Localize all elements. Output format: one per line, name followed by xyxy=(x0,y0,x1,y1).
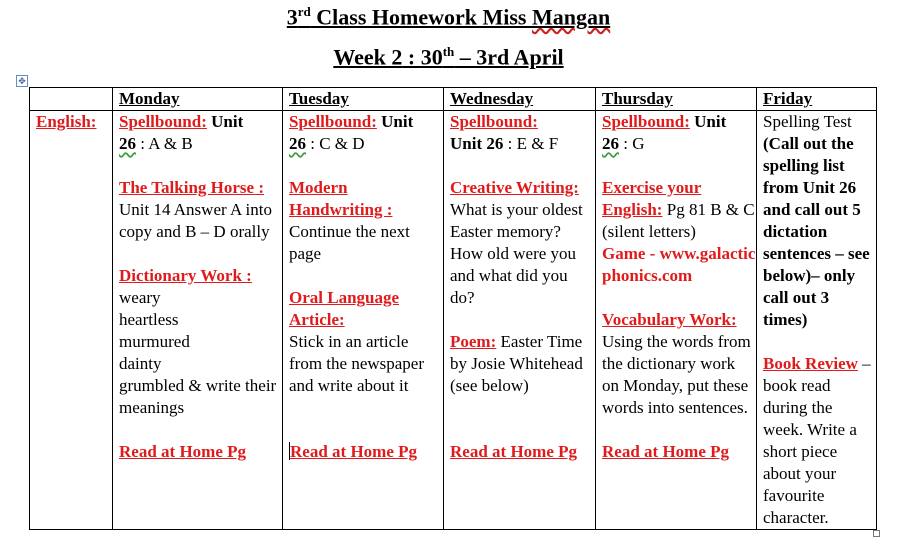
tuesday-spell-unit: Unit xyxy=(376,112,414,131)
wednesday-creative-text: What is your oldest Easter memory? How old were you and what did you do? xyxy=(450,200,583,307)
friday-review-label: Book Review xyxy=(763,354,858,373)
monday-read-label: Read at Home Pg xyxy=(119,442,247,461)
title-teacher-name: Mangan xyxy=(531,4,611,30)
tuesday-read-label: Read at Home Pg xyxy=(290,442,418,461)
wednesday-creative-label: Creative Writing: xyxy=(450,178,579,197)
wednesday-spell-unit: Unit 26 xyxy=(450,134,504,153)
friday-test-text: Spelling Test xyxy=(763,112,852,131)
tuesday-oral-label: Oral Language Article: xyxy=(289,288,400,329)
monday-story-label: The Talking Horse xyxy=(119,178,255,197)
monday-spell-rest: : A & B xyxy=(136,134,193,153)
thursday-spell-rest: : G xyxy=(619,134,645,153)
header-wednesday: Wednesday xyxy=(444,88,596,111)
english-row xyxy=(30,111,877,530)
thursday-exercise-label: Exercise your English: xyxy=(602,178,702,219)
wednesday-poem-text: Easter Time by Josie Whitehead (see below) xyxy=(450,332,583,395)
wednesday-read-label: Read at Home Pg xyxy=(450,442,578,461)
tuesday-spell-label: Spellbound: xyxy=(289,112,377,131)
friday-review-text: – book read during the week. Write a short piece about your favourite character. xyxy=(763,354,871,527)
header-row xyxy=(30,88,877,111)
thursday-spell-unit: Unit xyxy=(689,112,727,131)
subtitle-date-start: : 30 xyxy=(402,44,443,70)
document-title xyxy=(0,4,897,30)
header-friday: Friday xyxy=(757,88,877,111)
monday-spell-label: Spellbound: xyxy=(119,112,207,131)
thursday-spell-label: Spellbound: xyxy=(602,112,690,131)
tuesday-handwriting-text: Continue the next page xyxy=(289,222,410,263)
header-tuesday: Tuesday xyxy=(283,88,444,111)
header-monday: Monday xyxy=(113,88,283,111)
title-text: Class Homework Miss xyxy=(310,4,532,30)
monday-word-5: grumbled & write their meanings xyxy=(119,376,277,417)
header-thursday: Thursday xyxy=(596,88,757,111)
monday-cell[interactable] xyxy=(113,111,283,530)
tuesday-spell-num: 26 xyxy=(289,134,306,153)
wednesday-poem-label: Poem: xyxy=(450,332,497,351)
monday-word-1: weary xyxy=(119,288,161,307)
monday-spell-unit: Unit xyxy=(206,112,244,131)
friday-cell[interactable] xyxy=(757,111,877,530)
tuesday-spell-rest: : C & D xyxy=(306,134,365,153)
wednesday-spell-rest: : E & F xyxy=(503,134,559,153)
subtitle-week: Week 2 xyxy=(333,44,403,70)
wednesday-cell[interactable] xyxy=(444,111,596,530)
monday-dictionary-label: Dictionary Work : xyxy=(119,266,252,285)
title-class-number: 3 xyxy=(286,4,298,30)
thursday-vocab-text: Using the words from the dictionary work on Monday, put these words into sentences. xyxy=(602,332,751,417)
wednesday-spell-label: Spellbound: xyxy=(450,112,538,131)
monday-story-colon: : xyxy=(254,178,265,197)
title-ordinal: rd xyxy=(297,4,311,19)
thursday-vocab-label: Vocabulary Work: xyxy=(602,310,737,329)
friday-test-instructions: (Call out the spelling list from Unit 26 and call out 5 dictation sentences – see below)– only call out 3 times) xyxy=(763,134,870,329)
subject-label: English: xyxy=(36,112,97,131)
table-resize-handle-icon[interactable] xyxy=(873,530,880,537)
document-subtitle xyxy=(0,44,897,70)
tuesday-oral-text: Stick in an article from the newspaper and write about it xyxy=(289,332,425,395)
monday-spell-num: 26 xyxy=(119,134,136,153)
subtitle-ordinal: th xyxy=(442,44,455,59)
thursday-read-label: Read at Home Pg xyxy=(602,442,730,461)
tuesday-handwriting-label: Modern Handwriting : xyxy=(289,178,393,219)
homework-table xyxy=(29,87,877,530)
subtitle-date-end: – 3rd April xyxy=(454,44,564,70)
thursday-cell[interactable] xyxy=(596,111,757,530)
monday-word-2: heartless xyxy=(119,310,179,329)
monday-story-text: Unit 14 Answer A into copy and B – D orally xyxy=(119,200,273,241)
table-move-handle-icon[interactable]: ✥ xyxy=(16,75,28,87)
thursday-spell-num: 26 xyxy=(602,134,619,153)
thursday-exercise-text: Pg 81 B & C (silent letters) xyxy=(602,200,755,241)
monday-word-3: murmured xyxy=(119,332,190,351)
thursday-game-text: Game - www.galacticphonics.com xyxy=(602,244,756,285)
header-subject xyxy=(30,88,113,111)
tuesday-cell[interactable] xyxy=(283,111,444,530)
subject-cell[interactable] xyxy=(30,111,113,530)
monday-word-4: dainty xyxy=(119,354,162,373)
